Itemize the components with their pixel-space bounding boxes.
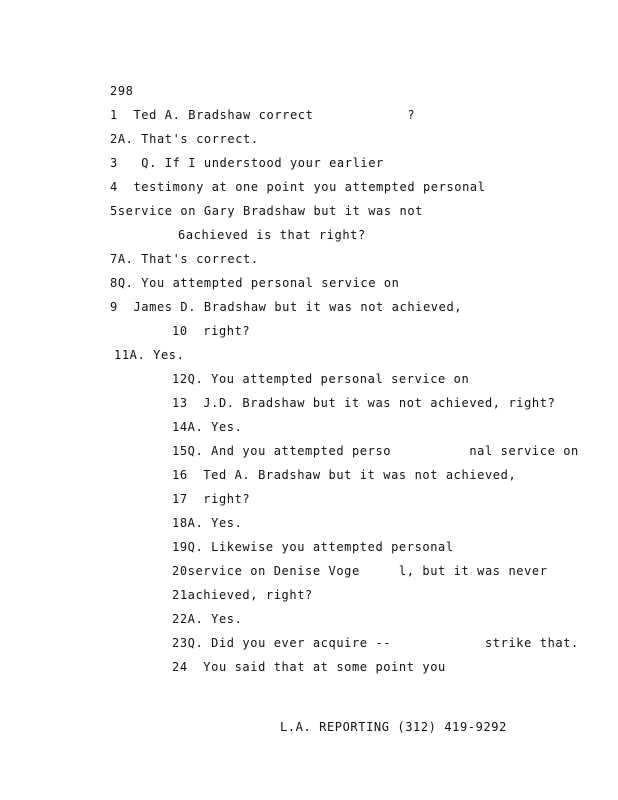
- transcript-line-1: 1 Ted A. Bradshaw correct ?: [110, 108, 416, 122]
- transcript-line-3: 3 Q. If I understood your earlier: [110, 156, 384, 170]
- transcript-line-4: 4 testimony at one point you attempted personal: [110, 180, 486, 194]
- transcript-line-6: 6achieved is that right?: [178, 228, 366, 242]
- transcript-line-11: 11A. Yes.: [114, 348, 185, 362]
- transcript-line-20: 20service on Denise Voge l, but it was never: [172, 564, 548, 578]
- transcript-line-24: 24 You said that at some point you: [172, 660, 446, 674]
- transcript-line-23: 23Q. Did you ever acquire -- strike that.: [172, 636, 579, 650]
- transcript-line-21: 21achieved, right?: [172, 588, 313, 602]
- transcript-line-18: 18A. Yes.: [172, 516, 243, 530]
- page-number: 298: [110, 84, 134, 98]
- transcript-line-7: 7A. That's correct.: [110, 252, 259, 266]
- transcript-line-14: 14A. Yes.: [172, 420, 243, 434]
- transcript-line-15: 15Q. And you attempted perso nal service on: [172, 444, 579, 458]
- transcript-line-17: 17 right?: [172, 492, 251, 506]
- transcript-line-16: 16 Ted A. Bradshaw but it was not achieved,: [172, 468, 517, 482]
- transcript-line-2: 2A. That's correct.: [110, 132, 259, 146]
- transcript-line-19: 19Q. Likewise you attempted personal: [172, 540, 454, 554]
- transcript-line-8: 8Q. You attempted personal service on: [110, 276, 400, 290]
- transcript-line-5: 5service on Gary Bradshaw but it was not: [110, 204, 423, 218]
- transcript-line-10: 10 right?: [172, 324, 251, 338]
- transcript-line-9: 9 James D. Bradshaw but it was not achieved,: [110, 300, 463, 314]
- transcript-line-22: 22A. Yes.: [172, 612, 243, 626]
- transcript-line-12: 12Q. You attempted personal service on: [172, 372, 470, 386]
- transcript-line-13: 13 J.D. Bradshaw but it was not achieved, right?: [172, 396, 556, 410]
- reporter-footer: L.A. REPORTING (312) 419-9292: [280, 720, 507, 734]
